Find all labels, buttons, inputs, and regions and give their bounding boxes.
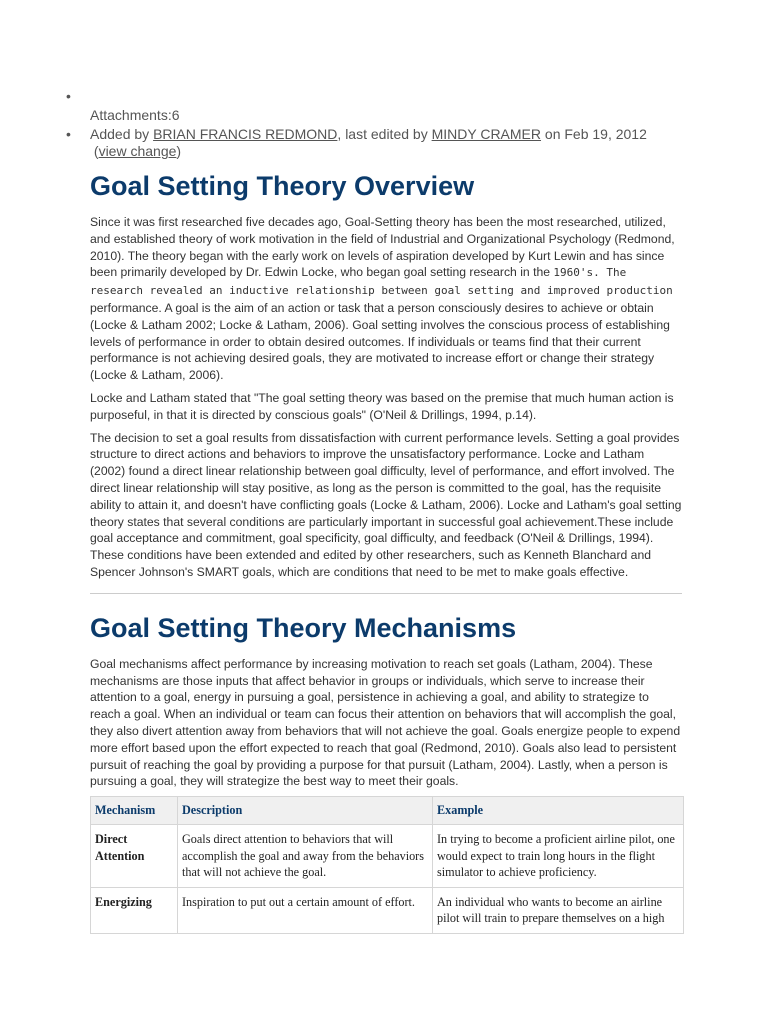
overview-heading: Goal Setting Theory Overview <box>90 171 475 201</box>
editor-link[interactable]: MINDY CRAMER <box>431 126 542 142</box>
bullet-icon: • <box>66 126 71 142</box>
edit-date: on Feb 19, 2012 <box>544 126 647 142</box>
author-link[interactable]: BRIAN FRANCIS REDMOND <box>153 126 338 142</box>
column-header-description: Description <box>178 797 433 825</box>
author-item <box>66 126 686 160</box>
example-cell: In trying to become a proficient airline pilot, one would expect to train long hours in the flight simulator to achieve proficiency. <box>433 825 684 888</box>
mechanism-cell: Direct Attention <box>91 825 178 888</box>
example-cell: An individual who wants to become an airline pilot will train to prepare themselves on a high <box>433 887 684 933</box>
description-cell: Goals direct attention to behaviors that will accomplish the goal and away from the behaviors that will not achieve the goal. <box>178 825 433 888</box>
description-cell: Inspiration to put out a certain amount of effort. <box>178 887 433 933</box>
column-header-mechanism: Mechanism <box>91 797 178 825</box>
mechanisms-table <box>90 796 684 934</box>
overview-paragraph-3: The decision to set a goal results from dissatisfaction with current performance levels. Setting a goal provides structure to direct actions and behaviors to improve the unsatisfactory performance. Locke and Latham (2002) found a direct linear relationship between goal difficulty, level of performance, and effort involved. The direct linear relationship will stay positive, as long as the person is committed to the goal, has the requisite ability to attain it, and doesn't have conflicting goals (Locke & Latham, 2006). Locke and Latham's goal setting theory states that several conditions are particularly important in successful goal achievement.These include goal acceptance and commitment, goal specificity, goal difficulty, and feedback (O'Neil & Drillings, 1994). These conditions have been extended and edited by other researchers, such as Kenneth Blanchard and Spencer Johnson's SMART goals, which are conditions that need to be met to make goals effective. <box>90 430 682 579</box>
attachments-label: Attachments:6 <box>90 107 180 123</box>
last-edited-prefix: , last edited by <box>337 126 428 142</box>
section-divider <box>90 593 682 594</box>
bullet-icon: • <box>66 88 71 104</box>
overview-p1-text-b: performance. A goal is the aim of an action or task that a person consciously desires to achieve or obtain (Locke & Latham 2002; Locke & Latham, 2006). Goal setting involves the conscious process of establishing levels of performance in order to obtain desired outcomes. If individuals or teams find that their current performance is not achieving desired goals, they are motivated to increase effort or change their strategy (Locke & Latham, 2006). <box>90 300 670 383</box>
overview-paragraph-1 <box>90 214 682 384</box>
table-row <box>91 825 684 888</box>
mechanisms-paragraph: Goal mechanisms affect performance by increasing motivation to reach set goals (Latham, 2004). These mechanisms are those inputs that affect behavior in groups or individuals, which serve to increase their attention to a goal, energy in pursuing a goal, persistence in achieving a goal, and ability to strategize to reach a goal. When an individual or team can focus their attention on behaviors that will accomplish the goal, they also divert attention away from behaviors that will not achieve the goal. Goals energize people to expend more effort based upon the effort expected to reach that goal (Redmond, 2010). Goals also lead to persistent pursuit of reaching the goal by providing a purpose for that pursuit (Latham, 2004). Lastly, when a person is pursuing a goal, they will strategize the best way to meet their goals. <box>90 656 681 789</box>
table-header-row <box>91 797 684 825</box>
overview-p1-text-a: Since it was first researched five decades ago, Goal-Setting theory has been the most researched, utilized, and established theory of work motivation in the field of Industrial and Organizational Psychology (Redmond, 2010). The theory began with the early work on levels of aspiration developed by Kurt Lewin and has since been primarily developed by Dr. Edwin Locke, who began goal setting research in the <box>90 215 675 280</box>
mechanism-cell: Energizing <box>91 887 178 933</box>
mechanisms-heading: Goal Setting Theory Mechanisms <box>90 612 517 643</box>
metadata-empty-item <box>66 88 686 105</box>
page-metadata <box>66 88 686 162</box>
column-header-example: Example <box>433 797 684 825</box>
added-by-prefix: Added by <box>90 126 150 142</box>
view-change-link[interactable]: view change <box>98 143 177 159</box>
main-content <box>90 168 682 934</box>
table-row <box>91 887 684 933</box>
overview-p1-mono-text: 1960's. The research revealed an inductive relationship between goal setting and improved production <box>90 266 673 298</box>
view-change-open: ( <box>93 143 99 159</box>
overview-paragraph-2: Locke and Latham stated that "The goal setting theory was based on the premise that much human action is purposeful, in that it is directed by conscious goals" (O'Neil & Drillings, 1994, p.14). <box>90 390 674 422</box>
attachments-item <box>66 107 686 124</box>
view-change-close: ) <box>176 143 182 159</box>
